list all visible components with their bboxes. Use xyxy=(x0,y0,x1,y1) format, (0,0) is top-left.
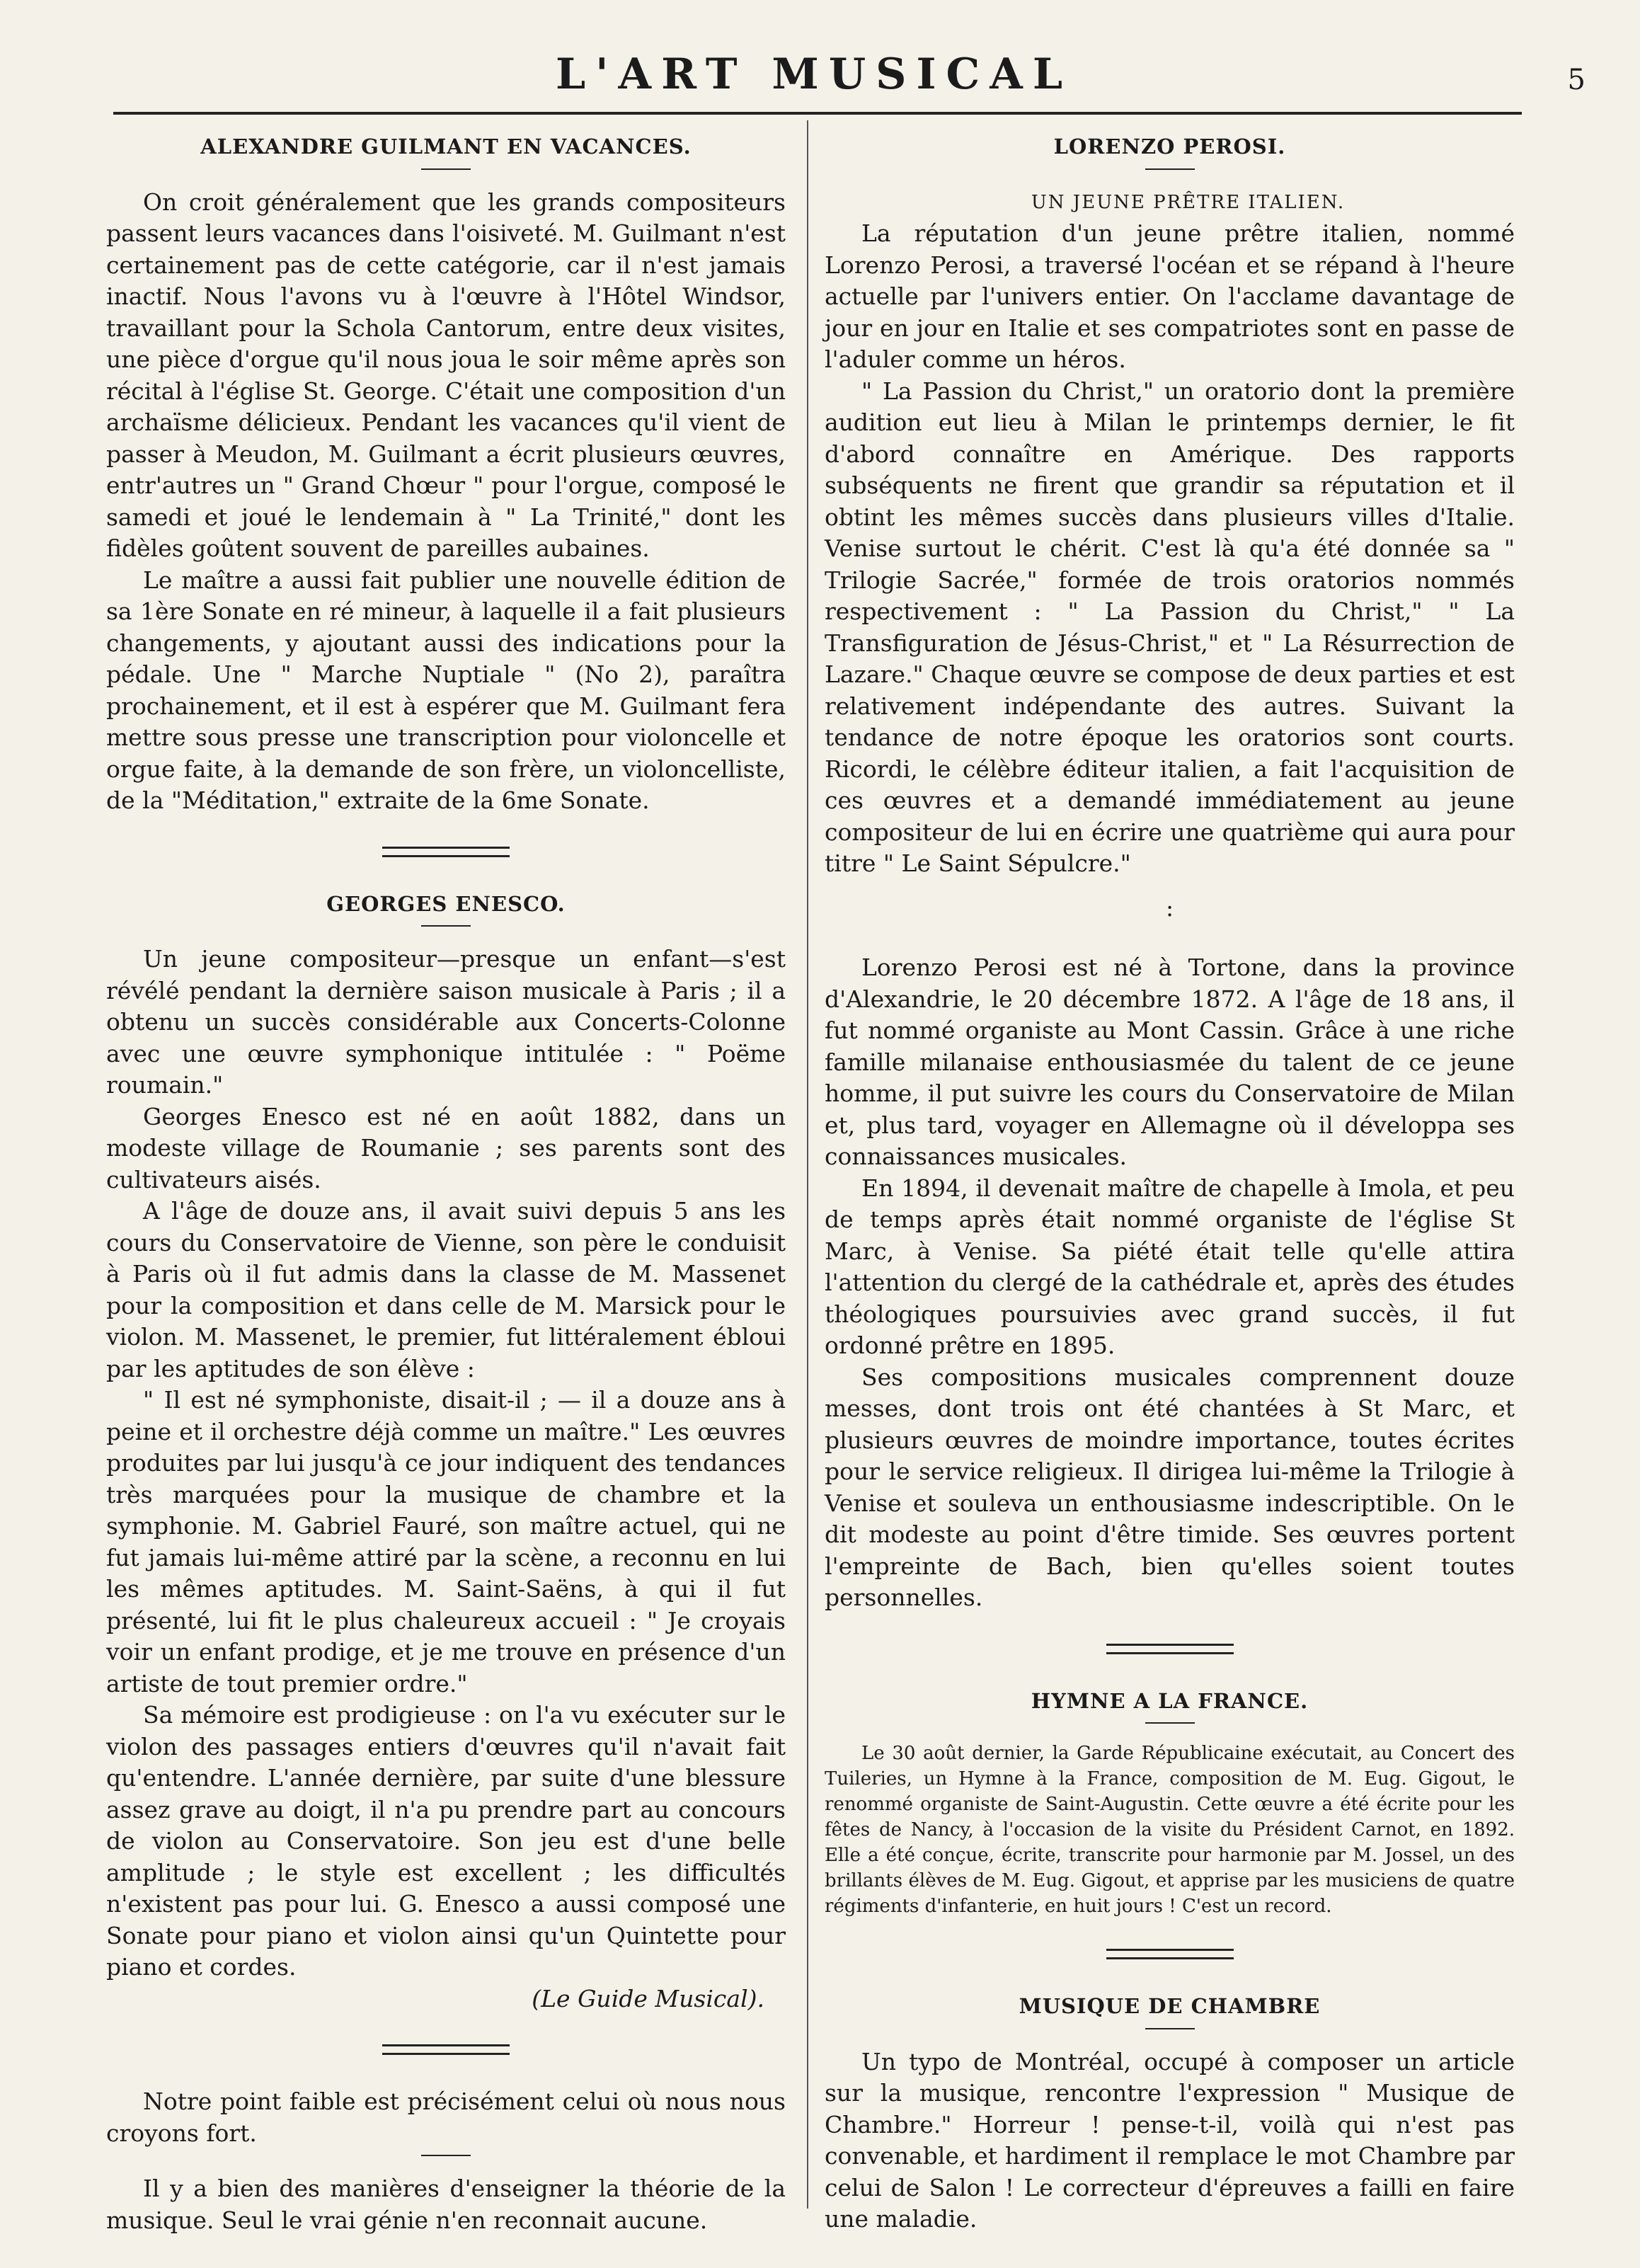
short-rule xyxy=(421,925,471,927)
page-number: 5 xyxy=(1567,64,1585,96)
article-hymne xyxy=(825,1685,1515,1920)
paragraph: La réputation d'un jeune prêtre italien, nommé Lorenzo Perosi, a traversé l'océan et se répand à l'heure actuelle par l'univers entier. On l'acclame davantage de jour en jour en Italie et ses compatriotes sont en passe de l'aduler comme un héros. xyxy=(825,219,1515,373)
citation: (Le Guide Musical). xyxy=(532,1984,764,2012)
short-rule xyxy=(1145,168,1195,170)
article-perosi xyxy=(825,131,1515,1614)
maxim: Il y a bien des manières d'enseigner la théorie de la musique. Seul le vrai génie n'en reconnait aucune. xyxy=(106,2175,786,2234)
article-heading: MUSIQUE DE CHAMBRE xyxy=(1019,1994,1321,2018)
masthead xyxy=(106,50,1585,113)
paragraph: On croit généralement que les grands compositeurs passent leurs vacances dans l'oisiveté. M. Guilmant n'est certainement pas de cette catégorie, car il n'est jamais inactif. Nous l'avons vu à l'œuvre à l'Hôtel Windsor, travaillant pour la Schola Cantorum, entre deux visites, une pièce d'orgue qu'il nous joua le soir même après son récital à l'église St. George. C'était une composition d'un archaïsme délicieux. Pendant les vacances qu'il vient de passer à Meudon, M. Guilmant a écrit plusieurs œuvres, entr'autres un " Grand Chœur " pour l'orgue, composé le samedi et joué le lendemain à " La Trinité," dont les fidèles goûtent souvent de pareilles aubaines. xyxy=(106,188,786,562)
paragraph: Ses compositions musicales comprennent douze messes, dont trois ont été chantées à St Marc, et plusieurs œuvres de moindre importance, toutes écrites pour le service religieux. Il dirigea lui-même la Trilogie à Venise et souleva un enthousiasme indescriptible. On le dit modeste au point d'être timide. Ses œuvres portent l'empreinte de Bach, bien qu'elles soient toutes personnelles. xyxy=(825,1363,1515,1611)
paragraph: Le maître a aussi fait publier une nouvelle édition de sa 1ère Sonate en ré mineur, à laquelle il a fait plusieurs changements, y ajoutant aussi des indications pour la pédale. Une " Marche Nuptiale " (No 2), paraîtra prochainement, et il est à espérer que M. Guilmant fera mettre sous presse une transcription pour violoncelle et orgue faite, à la demande de son frère, un violoncelliste, de la "Méditation," extraite de la 6me Sonate. xyxy=(106,566,786,814)
paragraph: " La Passion du Christ," un oratorio dont la première audition eut lieu à Milan le printemps dernier, le fit d'abord connaître en Amérique. Des rapports subséquents ne firent que grandir sa réputation et il obtint les mêmes succès dans plusieurs villes d'Italie. Venise surtout le chérit. C'est là qu'a été donnée sa " Trilogie Sacrée," formée de trois oratorios nommés respectivement : " La Passion du Christ," " La Transfiguration de Jésus-Christ," et " La Résurrection de Lazare." Chaque œuvre se compose de deux parties et est relativement indépendante des autres. Suivant la tendance de notre époque les oratorios sont courts. Ricordi, le célèbre éditeur italien, a fait l'acquisition de ces œuvres et a demandé immédiatement au jeune compositeur de lui en écrire une quatrième qui aura pour titre " Le Saint Sépulcre." xyxy=(825,377,1515,877)
paragraph: En 1894, il devenait maître de chapelle à Imola, et peu de temps après était nommé organiste de l'église St Marc, à Venise. Sa piété était telle qu'elle attira l'attention du clergé de la cathédrale et, après des études théologiques poursuivies avec grand succès, il fut ordonné prêtre en 1895. xyxy=(825,1174,1515,1359)
article-heading: ALEXANDRE GUILMANT EN VACANCES. xyxy=(200,134,692,159)
paragraph: " Il est né symphoniste, disait-il ; — il a douze ans à peine et il orchestre déjà comme un maître." Les œuvres produites par lui jusqu'à ce jour indiquent des tendances très marquées pour la musique de chambre et la symphonie. M. Gabriel Fauré, son maître actuel, qui ne fut jamais lui-même attiré par la scène, a reconnu en lui les mêmes aptitudes. M. Saint-Saëns, à qui il fut présenté, lui fit le plus chaleureux accueil : " Je croyais voir un enfant prodige, et je me trouve en présence d'un artiste de tout premier ordre." xyxy=(106,1386,786,1697)
header-rule xyxy=(113,112,1522,115)
article-enesco xyxy=(106,888,786,2015)
paragraph: Le 30 août dernier, la Garde Républicaine exécutait, au Concert des Tuileries, un Hymne à la France, composition de M. Eug. Gigout, le renommé organiste de Saint-Augustin. Cette œuvre a été écrite pour les fêtes de Nancy, à l'occasion de la visite du Président Carnot, en 1892. Elle a été conçue, écrite, transcrite pour harmonie par M. Jossel, un des brillants élèves de M. Eug. Gigout, et apprise par les musiciens de quatre régiments d'infanterie, en huit jours ! C'est un record. xyxy=(825,1743,1515,1917)
paragraph: Un typo de Montréal, occupé à composer un article sur la musique, rencontre l'expression " Musique de Chambre." Horreur ! pense-t-il, voilà qui n'est pas convenable, et hardiment il remplace le mot Chambre par celui de Salon ! Le correcteur d'épreuves a failli en faire une maladie. xyxy=(825,2047,1515,2233)
short-rule xyxy=(1145,1722,1195,1724)
paragraph: Lorenzo Perosi est né à Tortone, dans la province d'Alexandrie, le 20 décembre 1872. A l'âge de 18 ans, il fut nommé organiste au Mont Cassin. Grâce à une riche famille milanaise enthousiasmée du talent de ce jeune homme, il put suivre les cours du Conservatoire de Milan et, plus tard, voyager en Allemagne où il développa ses connaissances musicales. xyxy=(825,953,1515,1170)
paragraph: Un jeune compositeur—presque un enfant—s'est révélé pendant la dernière saison musicale à Paris ; il a obtenu un succès considérable aux Concerts-Colonne avec une œuvre symphonique intitulée : " Poëme roumain." xyxy=(106,945,786,1099)
section-separator xyxy=(1106,1644,1234,1654)
section-separator xyxy=(1106,1949,1234,1959)
paragraph: A l'âge de douze ans, il avait suivi depuis 5 ans les cours du Conservatoire de Vienne, son père le conduisit à Paris où il fut admis dans la classe de M. Massenet pour la composition et dans celle de M. Marsick pour le violon. M. Massenet, le premier, fut littéralement ébloui par les aptitudes de son élève : xyxy=(106,1197,786,1382)
article-heading: LORENZO PEROSI. xyxy=(1053,134,1286,159)
short-rule xyxy=(1145,2028,1195,2029)
article-chambre xyxy=(825,1991,1515,2235)
article-guilmant xyxy=(106,131,786,817)
article-heading: GEORGES ENESCO. xyxy=(326,891,566,916)
article-heading: HYMNE A LA FRANCE. xyxy=(1031,1688,1309,1713)
section-mark: : xyxy=(1165,893,1174,922)
right-column xyxy=(825,131,1515,2235)
paragraph: Sa mémoire est prodigieuse : on l'a vu exécuter sur le violon des passages entiers d'œuvres qu'il n'avait fait qu'entendre. L'année dernière, par suite d'une blessure assez grave au doigt, il n'a pu prendre part au concours de violon au Conservatoire. Son jeu est d'une belle amplitude ; le style est excellent ; les difficultés n'existent pas pour lui. G. Enesco a aussi composé une Sonate pour piano et violon ainsi qu'un Quintette pour piano et cordes. xyxy=(106,1701,786,1981)
paragraph: Georges Enesco est né en août 1882, dans un modeste village de Roumanie ; ses parents sont des cultivateurs aisés. xyxy=(106,1102,786,1193)
maxim: Notre point faible est précisément celui où nous nous croyons fort. xyxy=(106,2087,786,2147)
journal-title: L'ART MUSICAL xyxy=(555,50,1073,99)
left-column xyxy=(106,131,786,2236)
article-subheading: UN JEUNE PRÊTRE ITALIEN. xyxy=(1031,191,1346,213)
short-rule xyxy=(421,168,471,170)
section-separator xyxy=(382,847,510,857)
section-separator xyxy=(382,2044,510,2055)
column-divider xyxy=(807,120,808,2209)
short-rule xyxy=(421,2155,471,2156)
